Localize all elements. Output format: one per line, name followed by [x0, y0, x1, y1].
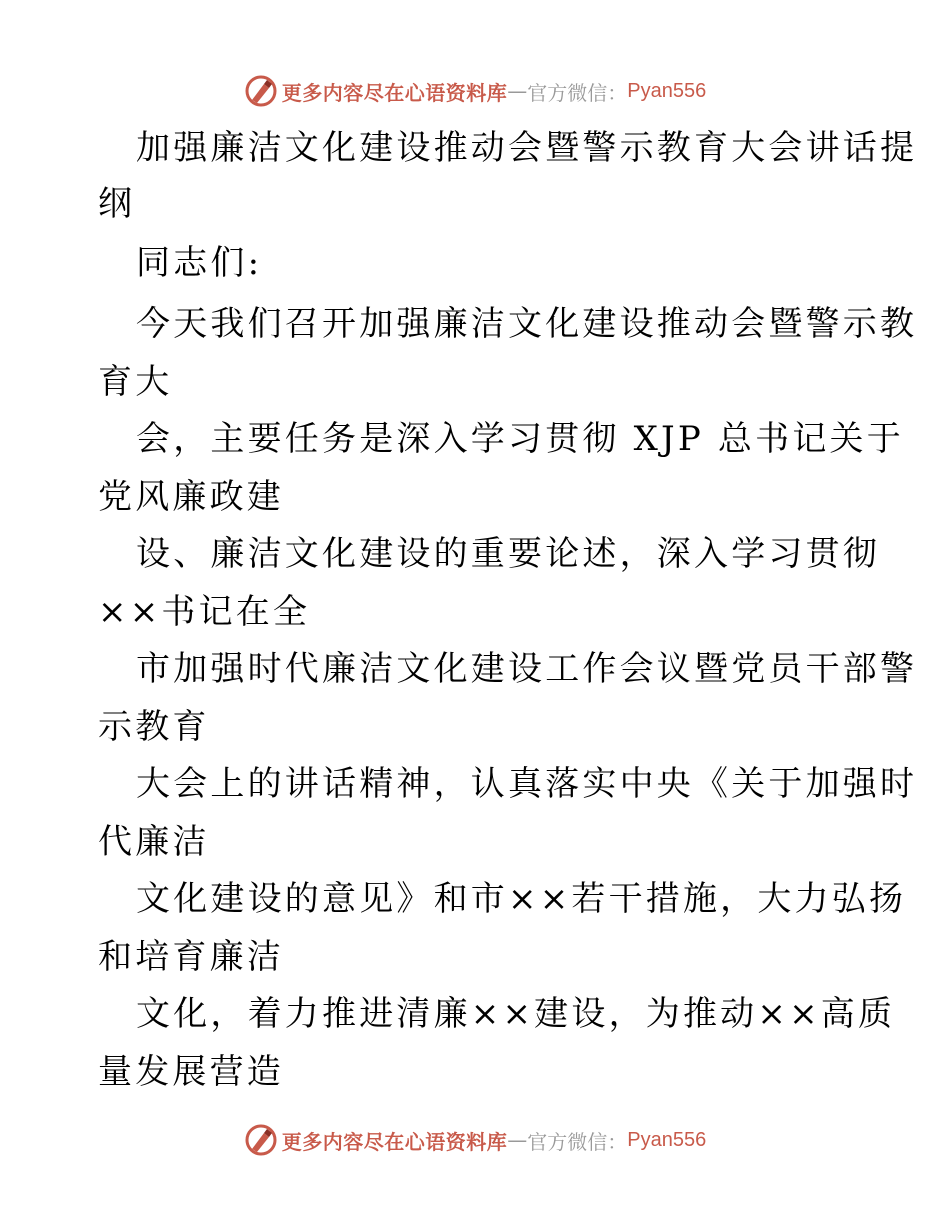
doc-line: 同志们:	[136, 243, 263, 283]
banner-wechat-id: Pyan556	[627, 79, 707, 102]
banner-separator: —	[507, 1128, 528, 1152]
doc-line: 育大	[98, 362, 173, 402]
doc-line: 市加强时代廉洁文化建设工作会议暨党员干部警	[136, 649, 918, 689]
doc-line: 量发展营造	[98, 1052, 284, 1092]
banner-title: 更多内容尽在心语资料库	[281, 80, 508, 105]
doc-line: 党风廉政建	[98, 477, 284, 517]
doc-line: 纲	[98, 184, 136, 224]
banner-separator: —	[507, 79, 528, 103]
doc-line: 代廉洁	[98, 822, 210, 862]
doc-line: 大会上的讲话精神，认真落实中央《关于加强时	[136, 764, 918, 804]
doc-line: 和培育廉洁	[98, 937, 284, 977]
doc-line: 会，主要任务是深入学习贯彻 XJP 总书记关于	[136, 419, 904, 459]
pen-logo-icon	[244, 1123, 278, 1157]
doc-line: 设、廉洁文化建设的重要论述，深入学习贯彻	[136, 534, 880, 574]
doc-line: 文化，着力推进清廉××建设，为推动××高质	[136, 994, 896, 1034]
banner-official-label: 官方微信：	[527, 1129, 628, 1154]
doc-line: 文化建设的意见》和市××若干措施，大力弘扬	[136, 879, 907, 919]
banner-wechat-id: Pyan556	[627, 1128, 707, 1151]
banner-title: 更多内容尽在心语资料库	[281, 1129, 508, 1154]
doc-line: ××书记在全	[98, 592, 311, 632]
doc-line: 今天我们召开加强廉洁文化建设推动会暨警示教	[136, 304, 918, 344]
pen-logo-icon	[244, 74, 278, 108]
footer-banner	[0, 1120, 950, 1160]
doc-line: 加强廉洁文化建设推动会暨警示教育大会讲话提	[136, 128, 918, 168]
header-banner	[0, 71, 950, 111]
banner-official-label: 官方微信：	[527, 80, 628, 105]
doc-line: 示教育	[98, 707, 210, 747]
